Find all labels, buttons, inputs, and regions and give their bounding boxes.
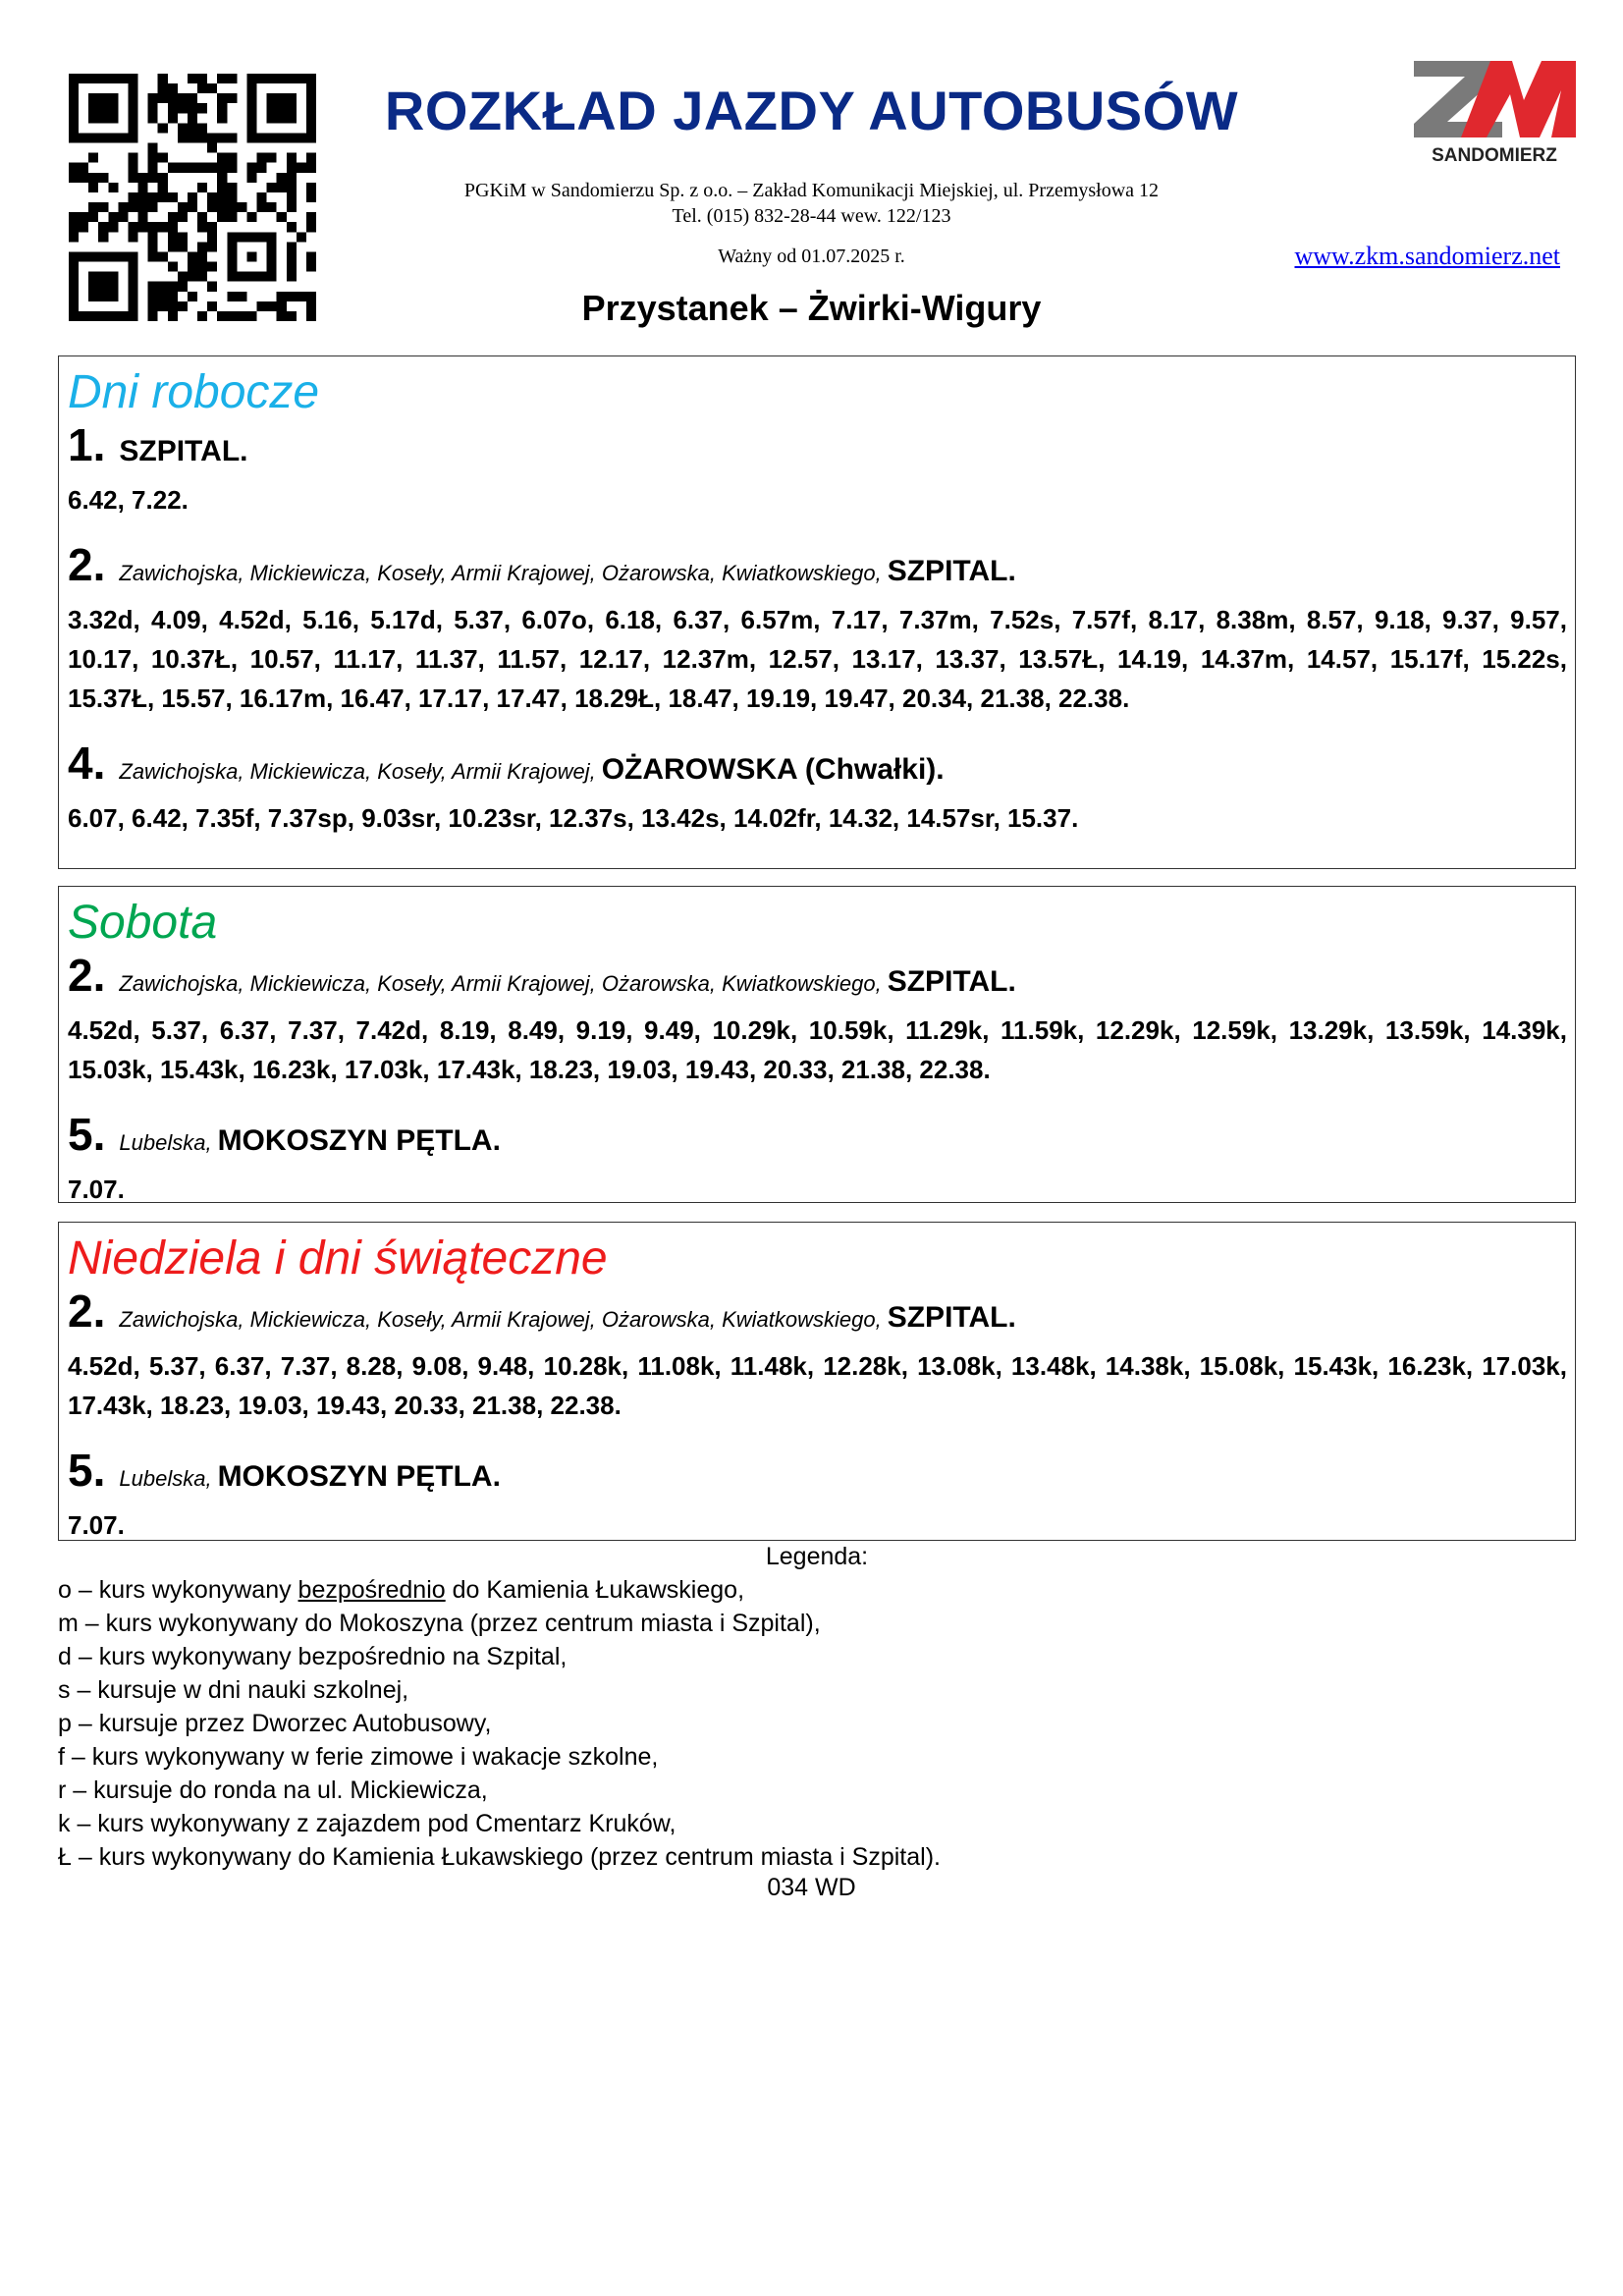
route-via: Zawichojska, Mickiewicza, Koseły, Armii Krajowej, (119, 759, 596, 784)
route-via: Zawichojska, Mickiewicza, Koseły, Armii Krajowej, Ożarowska, Kwiatkowskiego, (119, 971, 882, 996)
route-destination: MOKOSZYN PĘTLA. (217, 1124, 501, 1157)
route-number: 4. (68, 738, 106, 789)
company-info (0, 178, 1623, 229)
legend-item: k – kurs wykonywany z zajazdem pod Cmentarz Kruków, (58, 1810, 676, 1837)
route-via: Lubelska, (119, 1466, 212, 1491)
route-number: 5. (68, 1445, 106, 1496)
route-header (68, 421, 1567, 480)
logo-caption: SANDOMIERZ (1432, 145, 1557, 166)
route-times: 4.52d, 5.37, 6.37, 7.37, 7.42d, 8.19, 8.49, 9.19, 9.49, 10.29k, 10.59k, 11.29k, 11.59k, 12.29k, 12.59k, 13.29k, 13.59k, 14.39k, 15.03k, 15.43k, 16.23k, 17.03k, 17.43k, 18.23, 19.03, 19.43, 20.33, 21.38, 22.38. (68, 1015, 1567, 1084)
saturday-section (58, 886, 1576, 1203)
route-header (68, 1287, 1567, 1346)
route-header (68, 1111, 1567, 1170)
route-times: 7.07. (68, 1510, 125, 1540)
weekdays-section (58, 355, 1576, 869)
stop-name: Przystanek – Żwirki-Wigury (581, 288, 1042, 328)
document-code: 034 WD (767, 1874, 856, 1901)
zkm-logo (1414, 61, 1576, 167)
route-destination: SZPITAL. (887, 965, 1016, 998)
route-number: 2. (68, 950, 106, 1001)
route-destination: MOKOSZYN PĘTLA. (217, 1460, 501, 1493)
route-destination: SZPITAL. (887, 555, 1016, 587)
company-line: PGKiM w Sandomierzu Sp. z o.o. – Zakład Komunikacji Miejskiej, ul. Przemysłowa 12 (463, 180, 1160, 201)
website-link[interactable]: www.zkm.sandomierz.net (1294, 242, 1560, 270)
route-via: Zawichojska, Mickiewicza, Koseły, Armii Krajowej, Ożarowska, Kwiatkowskiego, (119, 561, 882, 585)
route-header (68, 541, 1567, 600)
route-destination: SZPITAL. (887, 1301, 1016, 1334)
section-title: Dni robocze (68, 366, 320, 418)
route-header (68, 952, 1567, 1011)
route-destination: OŻAROWSKA (Chwałki). (601, 753, 945, 786)
legend-item: o – kurs wykonywany bezpośrednio do Kamienia Łukawskiego, (58, 1576, 745, 1604)
section-title: Sobota (68, 897, 218, 949)
route-number: 1. (68, 419, 106, 470)
route-times: 6.42, 7.22. (68, 485, 189, 515)
route-number: 2. (68, 539, 106, 590)
legend-item: f – kurs wykonywany w ferie zimowe i wakacje szkolne, (58, 1743, 659, 1771)
legend-title: Legenda: (765, 1543, 869, 1570)
route-via: Lubelska, (119, 1130, 212, 1155)
route-destination: SZPITAL. (119, 435, 248, 467)
route-header (68, 1447, 1567, 1505)
legend-item: Ł – kurs wykonywany do Kamienia Łukawskiego (przez centrum miasta i Szpital). (58, 1843, 941, 1871)
route-times: 3.32d, 4.09, 4.52d, 5.16, 5.17d, 5.37, 6.07o, 6.18, 6.37, 6.57m, 7.17, 7.37m, 7.52s, 7.57f, 8.17, 8.38m, 8.57, 9.18, 9.37, 9.57, 10.17, 10.37Ł, 10.57, 11.17, 11.37, 11.57, 12.17, 12.37m, 12.57, 13.17, 13.37, 13.57Ł, 14.19, 14.37m, 14.57, 15.17f, 15.22s, 15.37Ł, 15.57, 16.17m, 16.47, 17.17, 17.47, 18.29Ł, 18.47, 19.19, 19.47, 20.34, 21.38, 22.38. (68, 605, 1567, 713)
route-number: 5. (68, 1109, 106, 1160)
legend (58, 1540, 1576, 1874)
route-header (68, 739, 1567, 798)
page-title: ROZKŁAD JAZDY AUTOBUSÓW (384, 80, 1239, 141)
route-via: Zawichojska, Mickiewicza, Koseły, Armii Krajowej, Ożarowska, Kwiatkowskiego, (119, 1307, 882, 1332)
legend-item: m – kurs wykonywany do Mokoszyna (przez centrum miasta i Szpital), (58, 1610, 821, 1637)
route-times: 7.07. (68, 1175, 125, 1204)
valid-from: Ważny od 01.07.2025 r. (718, 246, 905, 267)
section-title: Niedziela i dni świąteczne (68, 1232, 608, 1285)
legend-item: d – kurs wykonywany bezpośrednio na Szpital, (58, 1643, 568, 1670)
sunday-section (58, 1222, 1576, 1541)
legend-item: r – kursuje do ronda na ul. Mickiewicza, (58, 1777, 488, 1804)
route-times: 6.07, 6.42, 7.35f, 7.37sp, 9.03sr, 10.23sr, 12.37s, 13.42s, 14.02fr, 14.32, 14.57sr, 15.37. (68, 803, 1079, 833)
route-times: 4.52d, 5.37, 6.37, 7.37, 8.28, 9.08, 9.48, 10.28k, 11.08k, 11.48k, 12.28k, 13.08k, 13.48k, 14.38k, 15.08k, 15.43k, 16.23k, 17.03k, 17.43k, 18.23, 19.03, 19.43, 20.33, 21.38, 22.38. (68, 1351, 1567, 1420)
phone-line: Tel. (015) 832-28-44 wew. 122/123 (672, 205, 951, 227)
route-number: 2. (68, 1285, 106, 1337)
legend-item: p – kursuje przez Dworzec Autobusowy, (58, 1710, 492, 1737)
legend-item: s – kursuje w dni nauki szkolnej, (58, 1676, 409, 1704)
